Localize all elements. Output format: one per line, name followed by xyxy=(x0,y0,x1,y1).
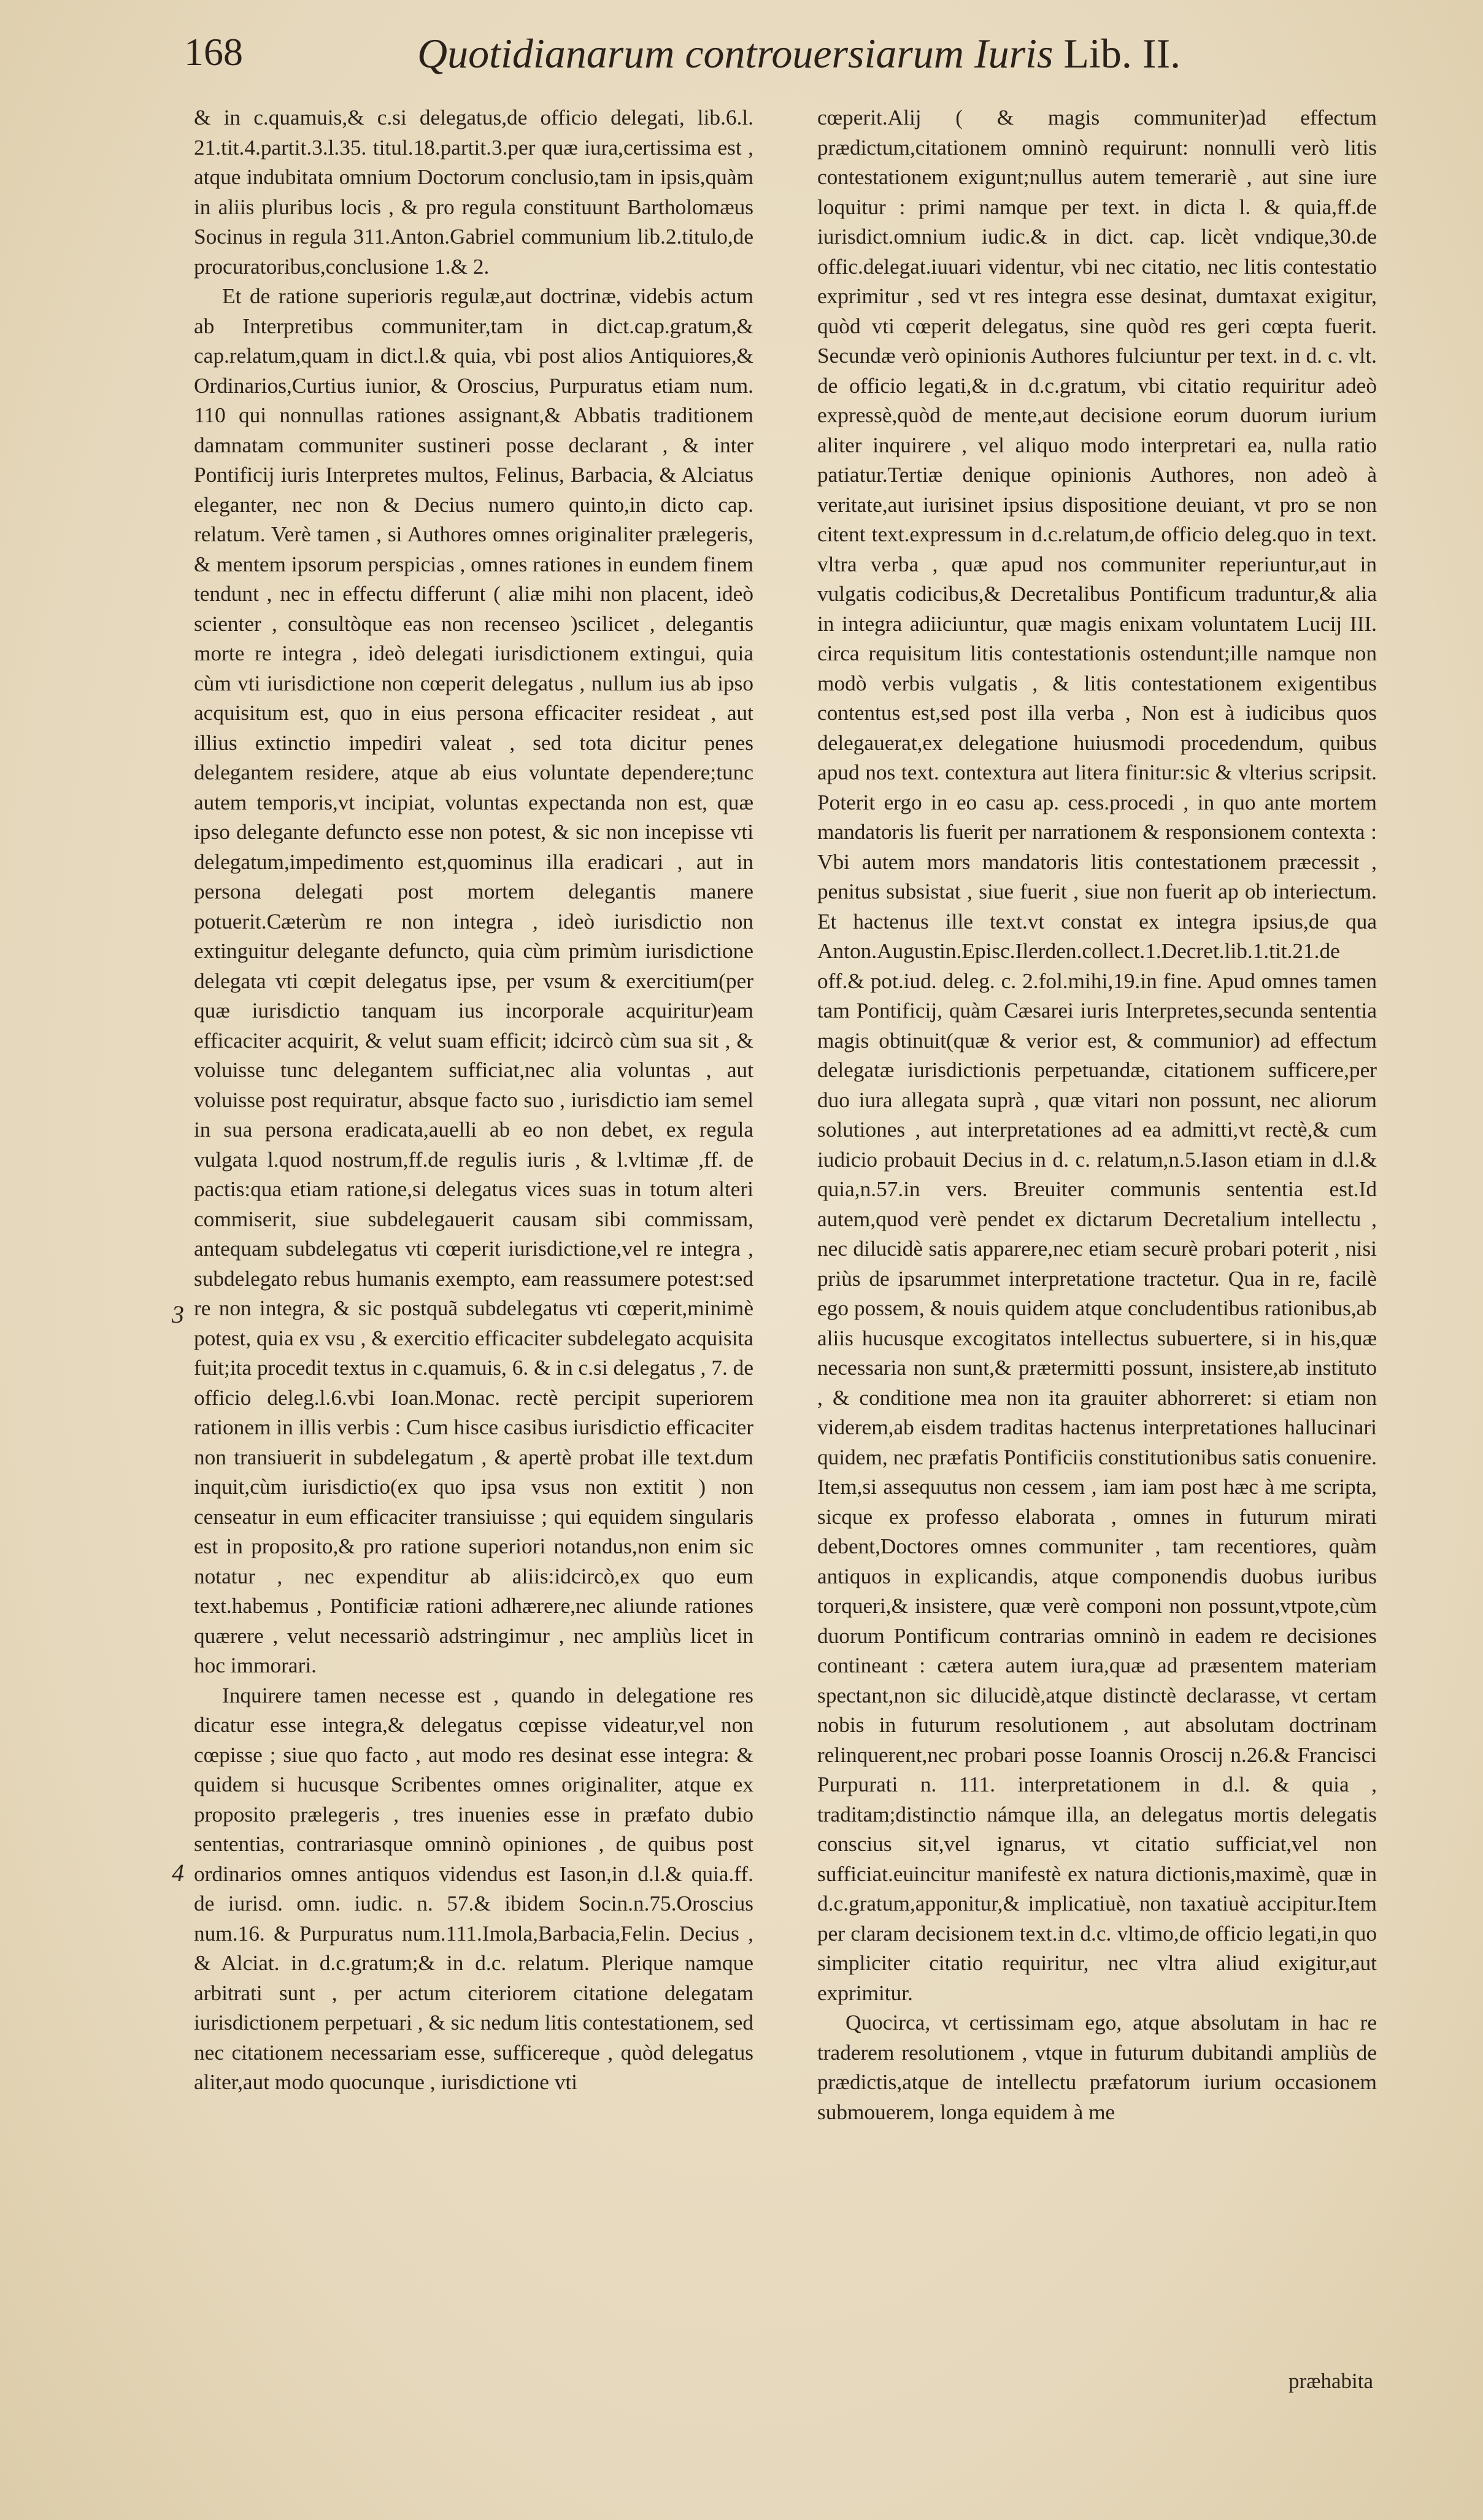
running-title xyxy=(417,29,1181,78)
right-column xyxy=(817,103,1377,2127)
margin-note-3: 3 xyxy=(172,1301,184,1328)
page-number: 168 xyxy=(184,30,243,74)
paragraph: Quocirca, vt certissimam ego, atque absolutam in hac re traderem resolutionem , vtque in futurum dubitandi ampliùs de prædictis,atque de intellectu præfatorum iurium occasionem submouerem, longa equidem à me xyxy=(817,2011,1377,2124)
catchword: præhabita xyxy=(1288,2369,1374,2393)
margin-note-4: 4 xyxy=(172,1859,184,1887)
paragraph: Et de ratione superioris regulæ,aut doctrinæ, videbis actum ab Interpretibus communiter,tam in dict.cap.gratum,& cap.relatum,quam in dict.l.& quia, vbi post alios Antiquiores,& Ordinarios,Curtius iunior, & Oroscius, Purpuratus etiam num. 110 qui nonnullas rationes assignant,& Abbatis traditionem damnatam communiter sustineri posse declarant , & inter Pontificij iuris Interpretes multos, Felinus, Barbacia, & Alciatus eleganter, nec non & Decius numero quinto,in dicto cap. relatum. Verè tamen , si Authores omnes originaliter prælegeris, & mentem ipsorum perspicias , omnes rationes in eundem finem tendunt , nec in effectu differunt ( aliæ mihi non placent, ideò scienter , consultòque eas non recenseo )scilicet , delegantis morte re integra , ideò delegati iurisdictionem extingui, quia cùm vti iurisdictione non cœperit delegatus , nullum ius ab ipso acquisitum est, quo in eius persona efficaciter resideat , aut illius extinctio impediri valeat , sed tota dicitur penes delegantem residere, atque ab eius voluntate dependere;tunc autem temporis,vt incipiat, voluntas expectanda non est, quæ ipso delegante defuncto esse non potest, & sic non incepisse vti delegatum,impedimento est,quominus illa eradicari , aut in persona delegati post mortem delegantis manere potuerit.Cæterùm re non integra , ideò iurisdictio non extinguitur delegante defuncto, quia cùm primùm iurisdictione delegata vti cœpit delegatus ipse, per vsum & exercitium(per quæ iurisdictio tanquam ius incorporale acquiritur)eam efficaciter acquirit, & velut suam efficit; idcircò cùm sua sit , & voluisse tunc delegantem sufficiat,nec alia voluntas , aut voluisse post requiratur, absque facto suo , iurisdictio iam semel in sua persona eradicata,auelli ab eo non debet, ex regula vulgata l.quod nostrum,ff.de regulis iuris , & l.vltimæ ,ff. de pactis:qua etiam ratione,si delegatus vices suas in totum alteri commiserit, siue subdelegauerit causam sibi commissam, antequam subdelegatus vti cœperit iurisdictione,vel re integra , subdelegato rebus humanis exempto, eam reassumere potest:sed re non integra, & sic postquã subdelegatus vti cœperit,minimè potest, quia ex vsu , & exercitio efficaciter subdelegato acquisita fuit;ita procedit textus in c.quamuis, 6. & in c.si delegatus , 7. de officio deleg.l.6.vbi Ioan.Monac. rectè percipit superiorem rationem in illis verbis : Cum hisce casibus iurisdictio efficaciter non transiuerit in subdelegatum , & apertè probat ille text.dum inquit,cùm iurisdictio(ex quo ipsa vsus non extitit ) non censeatur in eum efficaciter transiuisse ; qui equidem singularis est in proposito,& pro ratione superiori notandus,non enim sic notatur , nec expenditur ab aliis:idcircò,ex quo eum text.habemus , Pontificiæ rationi adhærere,nec aliunde rationes quærere , velut necessariò adstringimur , nec ampliùs licet in hoc immorari. xyxy=(194,284,753,1677)
book-label: Lib. II. xyxy=(1063,30,1181,77)
paragraph: & in c.quamuis,& c.si delegatus,de officio delegati, lib.6.l. 21.tit.4.partit.3.l.35. titul.18.partit.3.per quæ iura,certissima est , atque indubitata omnium Doctorum conclusio,tam in ipsis,quàm in aliis pluribus locis , & pro regula constituunt Bartholomæus Socinus in regula 311.Anton.Gabriel communium lib.2.titulo,de procuratoribus,conclusione 1.& 2. xyxy=(194,106,753,279)
left-column xyxy=(194,103,753,2098)
running-title-text: Quotidianarum controuersiarum Iuris xyxy=(417,30,1054,77)
paragraph: cœperit.Alij ( & magis communiter)ad effectum prædictum,citationem omninò requirunt: nonnulli verò litis contestationem exigunt;nullus autem temerariè , aut sine iure loquitur : primi namque per text. in dicta l. & quia,ff.de iurisdict.omnium iudic.& in dict. cap. licèt vndique,30.de offic.delegat.iuuari videntur, vbi nec citatio, nec litis contestatio exprimitur , sed vt res integra esse desinat, dumtaxat exigitur, quòd vti cœperit delegatus, sine quòd res geri cœpta fuerit. Secundæ verò opinionis Authores fulciuntur per text. in d. c. vlt. de officio legati,& in d.c.gratum, vbi citatio requiritur adeò expressè,quòd de mente,aut decisione eorum duorum iurium aliter inquirere , vel aliquo modo interpretari ea, nulla ratio patiatur.Tertiæ denique opinionis Authores, non adeò à veritate,aut iurisinet ipsius dispositione deuiant, vt pro se non citent text.expressum in d.c.relatum,de officio deleg.quo in text. vltra verba , quæ apud nos communiter reperiuntur,aut in vulgatis codicibus,& Decretalibus Pontificum traduntur,& alia in integra adiiciuntur, quæ magis enixam voluntatem Lucij III. circa requisitum litis contestationis ostendunt;ille namque non modò verbis vulgatis , & litis contestationem exigentibus contentus est,sed post illa verba , Non est à iudicibus quos delegauerat,ex delegatione huiusmodi procedendum, quibus apud nos text. contextura aut litera finitur:sic & vlterius scripsit. Poterit ergo in eo casu ap. cess.procedi , in quo ante mortem mandatoris lis fuerit per narrationem & responsionem contexta : Vbi autem mors mandatoris litis contestationem præcessit , penitus subsistat , siue fuerit , siue non fuerit ap ob interiectum. Et hactenus ille text.vt constat ex integra ipsius,de qua Anton.Augustin.Episc.Ilerden.collect.1.Decret.lib.1.tit.21.de off.& pot.iud. deleg. c. 2.fol.mihi,19.in fine. Apud omnes tamen tam Pontificij, quàm Cæsarei iuris Interpretes,secunda sententia magis obtinuit(quæ & verior est, & communior) ad effectum delegatæ iurisdictionis perpetuandæ, citationem sufficere,per duo iura allegata suprà , quæ vitari non possunt, nec aliorum solutiones , aut interpretationes ad ea admitti,vt rectè,& cum iudicio probauit Decius in d. c. relatum,n.5.Iason etiam in d.l.& quia,n.57.in vers. Breuiter communis sententia est.Id autem,quod verè pendet ex dictarum Decretalium intellectu , nec dilucidè satis apparere,nec etiam securè probari poterit , nisi priùs de ipsarummet interpretatione tractetur. Qua in re, facilè ego possem, & nouis quidem atque concludentibus rationibus,ab aliis hucusque excogitatos intellectus subuertere, si in his,quæ necessaria non sunt,& prætermitti possunt, insistere,ab instituto , & conditione mea non ita grauiter abhorreret: si etiam non viderem,ab eisdem traditas hactenus interpretationes hallucinari quidem, nec præfatis Pontificiis constitutionibus satis conuenire. Item,si assequutus non cessem , iam iam post hæc à me scripta, sicque ex professo elaborata , omnes in futurum mirati debent,Doctores omnes communiter , tam recentiores, quàm antiquos in explicandis, atque componendis duobus iuribus torqueri,& insistere, quæ verè componi non possunt,vtpote,cùm duorum Pontificum contrarias omninò in eadem re decisiones contineant : cætera autem iura,quæ ad præsentem materiam spectant,non sic dilucidè,atque distinctè declarasse, vt certam nobis in futurum resolutionem , aut absolutam doctrinam relinquerent,nec probari posse Ioannis Oroscij n.26.& Francisci Purpurati n. 111. interpretationem in d.l. & quia , traditam;distinctio námque illa, an delegatus mortis delegatis conscius sit,vel ignarus, vt citatio sufficiat,vel non sufficiat.euincitur manifestè ex natura dictionis,maximè, quæ in d.c.gratum,apponitur,& implicatiuè, non taxatiuè accipitur.Item per claram decisionem text.in d.c. vltimo,de officio legati,in quo simpliciter citatio requiritur, nec vltra aliud exigitur,aut exprimitur. xyxy=(817,106,1377,2005)
paragraph: Inquirere tamen necesse est , quando in delegatione res dicatur esse integra,& delegatus cœpisse videatur,vel non cœpisse ; siue quo facto , aut modo res desinat esse integra: & quidem si hucusque Scribentes omnes originaliter, atque ex proposito prælegeris , tres inuenies esse in præfato dubio sententias, contrariasque omninò opiniones , de quibus post ordinarios omnes antiquos videndus est Iason,in d.l.& quia.ff. de iurisd. omn. iudic. n. 57.& ibidem Socin.n.75.Oroscius num.16. & Purpuratus num.111.Imola,Barbacia,Felin. Decius , & Alciat. in d.c.gratum;& in d.c. relatum. Plerique namque arbitrati sunt , per actum citeriorem citatione delegatam iurisdictionem perpetuari , & sic nedum litis contestationem, sed nec citationem necessariam esse, sufficereque , quòd delegatus aliter,aut modo quocunque , iurisdictione vti xyxy=(194,1683,753,2094)
page-header xyxy=(184,29,1252,97)
